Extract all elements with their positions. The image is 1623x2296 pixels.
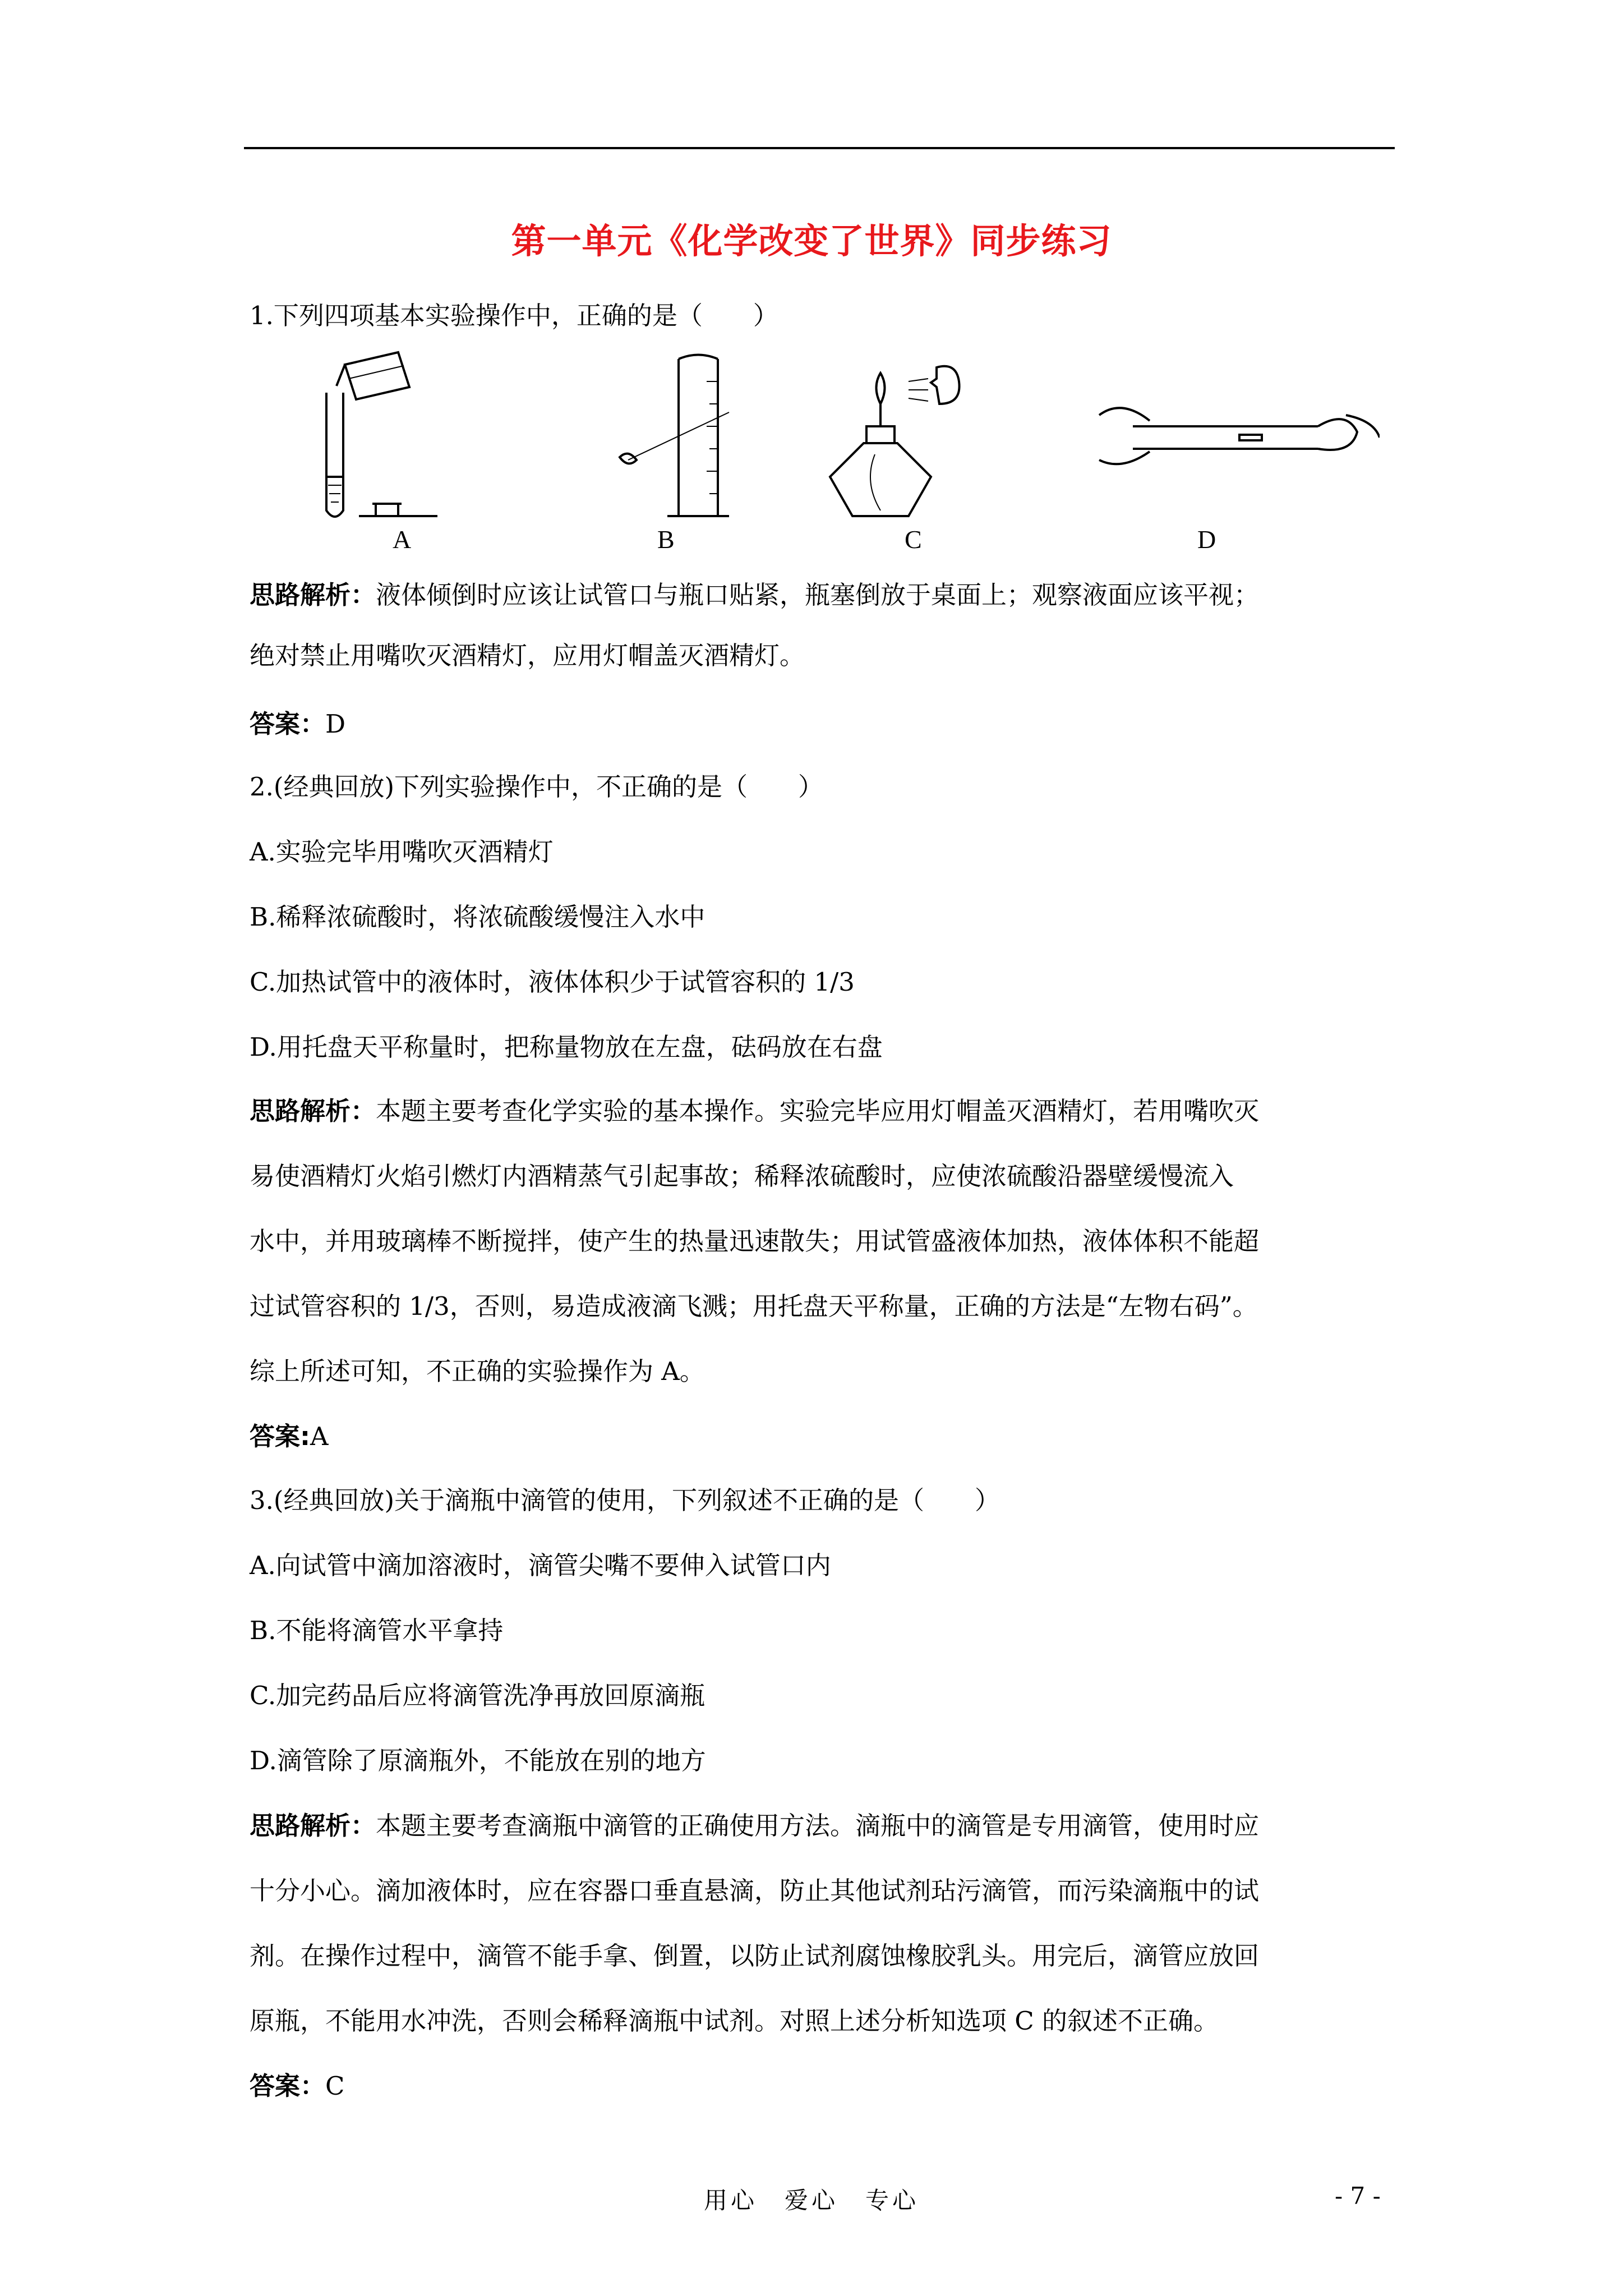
q3-analysis-line-3: 剂。在操作过程中，滴管不能手拿、倒置，以防止试剂腐蚀橡胶乳头。用完后，滴管应放回: [250, 1941, 1260, 1971]
figure-label-a: A: [393, 525, 412, 554]
q2-analysis-line-5: 综上所述可知，不正确的实验操作为 A。: [250, 1356, 705, 1386]
lab-operations-illustration: [314, 348, 1380, 527]
q1-analysis-line: [250, 582, 1259, 608]
q3-answer-value: C: [325, 2071, 345, 2101]
q1-answer-value: D: [325, 709, 346, 739]
question-3: 3.(经典回放)关于滴瓶中滴管的使用，下列叙述不正确的是（ ）: [250, 1485, 1000, 1515]
q3-option-d: D.滴管除了原滴瓶外，不能放在别的地方: [250, 1746, 706, 1775]
q2-analysis-label: 思路解析：: [250, 1096, 376, 1126]
q3-option-a: A.向试管中滴加溶液时，滴管尖嘴不要伸入试管口内: [250, 1550, 831, 1580]
q3-answer: [250, 2073, 344, 2099]
q1-figure: [314, 348, 1380, 561]
q3-analysis-line-2: 十分小心。滴加液体时，应在容器口垂直悬滴，防止其他试剂玷污滴管，而污染滴瓶中的试: [250, 1876, 1260, 1906]
q3-analysis-line: [250, 1811, 1260, 1841]
q3-analysis-line-4: 原瓶，不能用水冲洗，否则会稀释滴瓶中试剂。对照上述分析知选项 C 的叙述不正确。: [250, 2006, 1219, 2036]
q3-option-c: C.加完药品后应将滴管洗净再放回原滴瓶: [250, 1681, 706, 1710]
q2-option-a: A.实验完毕用嘴吹灭酒精灯: [250, 837, 554, 867]
q2-answer-value: A: [310, 1421, 329, 1451]
q2-answer-label: 答案:: [250, 1421, 310, 1451]
q2-analysis-text: 本题主要考查化学实验的基本操作。实验完毕应用灯帽盖灭酒精灯，若用嘴吹灭: [376, 1096, 1260, 1126]
page-number: - 7 -: [1335, 2182, 1381, 2210]
q1-answer-label: 答案：: [250, 709, 326, 739]
q3-answer-label: 答案：: [250, 2071, 326, 2101]
figure-label-d: D: [1197, 525, 1216, 554]
q1-analysis-label: 思路解析：: [250, 580, 376, 610]
q1-analysis-text: 液体倾倒时应该让试管口与瓶口贴紧，瓶塞倒放于桌面上；观察液面应该平视；: [376, 580, 1260, 610]
q3-option-b: B.不能将滴管水平拿持: [250, 1616, 504, 1645]
q2-analysis-line-2: 易使酒精灯火焰引燃灯内酒精蒸气引起事故；稀释浓硫酸时，应使浓硫酸沿器壁缓慢流入: [250, 1161, 1234, 1191]
question-1: 1.下列四项基本实验操作中，正确的是（ ）: [250, 301, 778, 330]
q2-option-c: C.加热试管中的液体时，液体体积少于试管容积的 1/3: [250, 967, 855, 997]
q2-option-b: B.稀释浓硫酸时，将浓硫酸缓慢注入水中: [250, 902, 706, 932]
header-rule: [244, 147, 1395, 149]
q1-answer: [250, 711, 345, 737]
figure-label-b: B: [657, 525, 675, 554]
q2-analysis-line: [250, 1098, 1259, 1124]
q1-analysis-line-2: 绝对禁止用嘴吹灭酒精灯，应用灯帽盖灭酒精灯。: [250, 641, 805, 670]
page-title: 第一单元《化学改变了世界》同步练习: [511, 220, 1112, 261]
question-2: 2.(经典回放)下列实验操作中，不正确的是（ ）: [250, 772, 824, 802]
q3-analysis-text: 本题主要考查滴瓶中滴管的正确使用方法。滴瓶中的滴管是专用滴管，使用时应: [376, 1811, 1260, 1841]
figure-label-c: C: [905, 525, 922, 554]
q2-analysis-line-4: 过试管容积的 1/3，否则，易造成液滴飞溅；用托盘天平称量，正确的方法是“左物右码”。: [250, 1291, 1258, 1321]
q2-option-d: D.用托盘天平称量时，把称量物放在左盘，砝码放在右盘: [250, 1032, 883, 1062]
q2-analysis-line-3: 水中，并用玻璃棒不断搅拌，使产生的热量迅速散失；用试管盛液体加热，液体体积不能超: [250, 1226, 1260, 1256]
q3-analysis-label: 思路解析：: [250, 1811, 376, 1841]
q2-answer: [250, 1421, 329, 1451]
footer-motto: 用心 爱心 专心: [703, 2187, 919, 2214]
